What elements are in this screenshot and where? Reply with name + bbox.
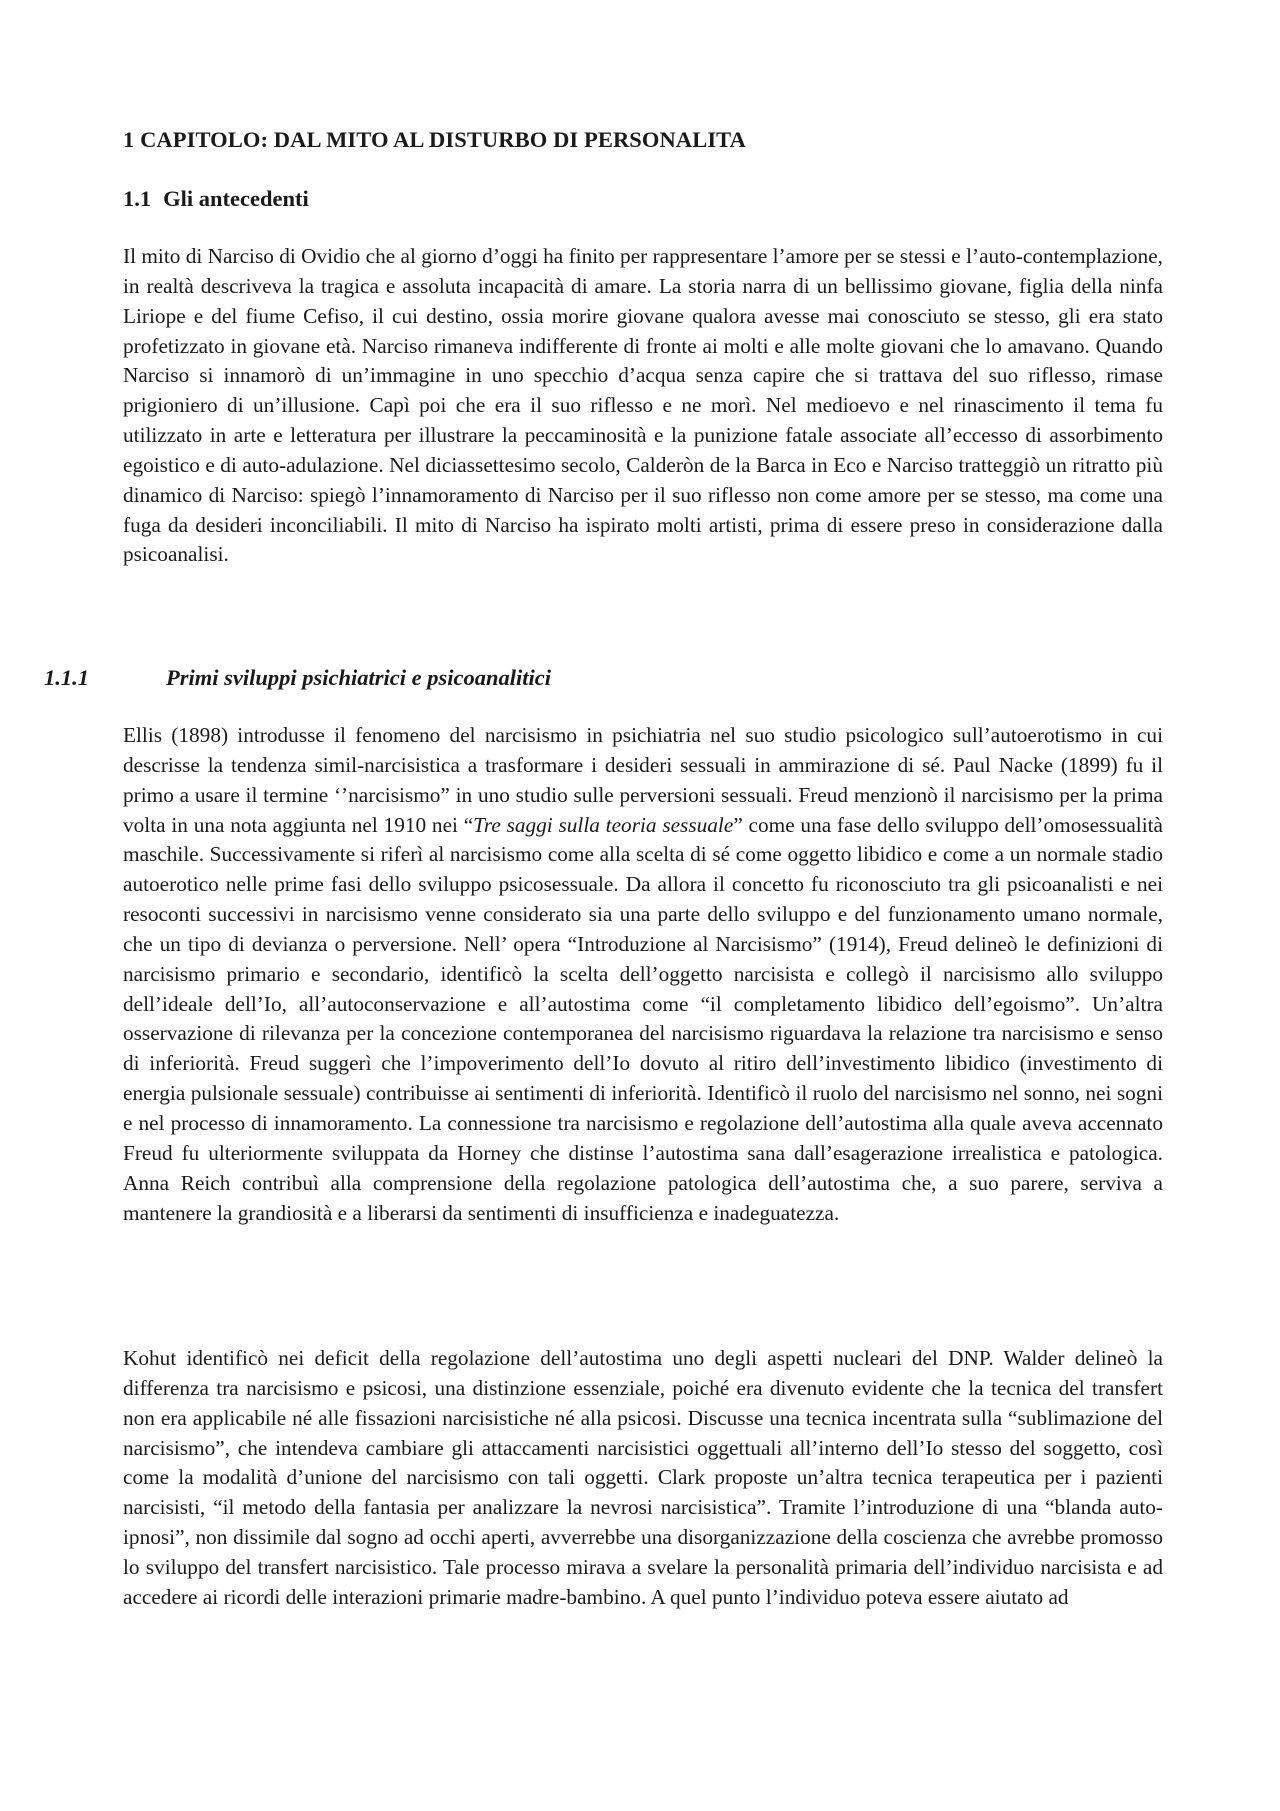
subsection-paragraph-1 [123, 721, 1163, 1228]
section-paragraph: Il mito di Narciso di Ovidio che al giorno d’oggi ha finito per rappresentare l’amore per se stessi e l’auto-contemplazione, in realtà descriveva la tragica e assoluta incapacità di amare. La storia narra di un bellissimo giovane, figlia della ninfa Liriope e del fiume Cefiso, il cui destino, ossia morire giovane qualora avesse mai conosciuto se stesso, gli era stato profetizzato in giovane età. Narciso rimaneva indifferente di fronte ai molti e alle molte giovani che lo amavano. Quando Narciso si innamorò di un’immagine in uno specchio d’acqua senza capire che si trattava del suo riflesso, rimase prigioniero di un’illusione. Capì poi che era il suo riflesso e ne morì. Nel medioevo e nel rinascimento il tema fu utilizzato in arte e letteratura per illustrare la peccaminosità e la punizione fatale associate all’eccesso di assorbimento egoistico e di auto-adulazione. Nel diciassettesimo secolo, Calderòn de la Barca in Eco e Narciso tratteggiò un ritratto più dinamico di Narciso: spiegò l’innamoramento di Narciso per il suo riflesso non come amore per se stesso, ma come una fuga da desideri inconciliabili. Il mito di Narciso ha ispirato molti artisti, prima di essere preso in considerazione dalla psicoanalisi. [123, 244, 1163, 567]
subsection-title: Primi sviluppi psichiatrici e psicoanalitici [166, 665, 552, 690]
section-heading [123, 184, 1163, 214]
subsection-paragraph-2: Kohut identificò nei deficit della regolazione dell’autostima uno degli aspetti nucleari del DNP. Walder delineò la differenza tra narcisismo e psicosi, una distinzione essenziale, poiché era divenuto evidente che la tecnica del transfert non era applicabile né alle fissazioni narcisistiche né alla psicosi. Discusse una tecnica incentrata sulla “sublimazione del narcisismo”, che intendeva cambiare gli attaccamenti narcisistici oggettuali all’interno dell’Io stesso del soggetto, così come la modalità d’unione del narcisismo con tali oggetti. Clark proposte un’altra tecnica terapeutica per i pazienti narcisisti, “il metodo della fantasia per analizzare la nevrosi narcisistica”. Tramite l’introduzione di una “blanda auto-ipnosi”, non dissimile dal sogno ad occhi aperti, avverrebbe una disorganizzazione della coscienza che avrebbe promosso lo sviluppo del transfert narcisistico. Tale processo mirava a svelare la personalità primaria dell’individuo narcisista e ad accedere ai ricordi delle interazioni primarie madre-bambino. A quel punto l’individuo poteva essere aiutato ad [123, 1346, 1163, 1609]
section-number: 1.1 [123, 186, 152, 211]
subsection-heading [44, 663, 1164, 693]
chapter-title: 1 CAPITOLO: DAL MITO AL DISTURBO DI PERSONALITA [123, 127, 746, 152]
subsection-number: 1.1.1 [44, 665, 89, 690]
book-title-italic: Tre saggi sulla teoria sessuale [473, 812, 734, 837]
paragraph-text-after-italic: ” come una fase dello sviluppo dell’omosessualità maschile. Successivamente si riferì al narcisismo come alla scelta di sé come oggetto libidico e come a un normale stadio autoerotico nelle prime fasi dello sviluppo psicosessuale. Da allora il concetto fu riconosciuto tra gli psicoanalisti e nei resoconti successivi in narcisismo venne considerato sia una parte dello sviluppo e del funzionamento umano normale, che un tipo di devianza o perversione. Nell’ opera “Introduzione al Narcisismo” (1914), Freud delineò le definizioni di narcisismo primario e secondario, identificò la scelta dell’oggetto narcisista e collegò il narcisismo allo sviluppo dell’ideale dell’Io, all’autoconservazione e all’autostima come “il completamento libidico dell’egoismo”. Un’altra osservazione di rilevanza per la concezione contemporanea del narcisismo riguardava la relazione tra narcisismo e senso di inferiorità. Freud suggerì che l’impoverimento dell’Io dovuto al ritiro dell’investimento libidico (investimento di energia pulsionale sessuale) contribuisse ai sentimenti di inferiorità. Identificò il ruolo del narcisismo nel sonno, nei sogni e nel processo di innamoramento. La connessione tra narcisismo e regolazione dell’autostima alla quale aveva accennato Freud fu ulteriormente sviluppata da Horney che distinse l’autostima sana dall’esagerazione irrealistica e patologica. Anna Reich contribuì alla comprensione della regolazione patologica dell’autostima che, a suo parere, serviva a mantenere la grandiosità e a liberarsi da sentimenti di insufficienza e inadeguatezza. [123, 812, 1164, 1225]
section-title: Gli antecedenti [163, 186, 309, 211]
paragraph-text-before-italic: Ellis (1898) introdusse il fenomeno del narcisismo in psichiatria nel suo studio psicologico sull’autoerotismo in cui descrisse la tendenza simil-narcisistica a trasformare i desideri sessuali in ammirazione di sé. Paul Nacke (1899) fu il primo a usare il termine ‘’narcisismo” in uno studio sulle perversioni sessuali. Freud menzionò il narcisismo per la prima volta in una nota aggiunta nel 1910 nei “ [123, 723, 1163, 837]
